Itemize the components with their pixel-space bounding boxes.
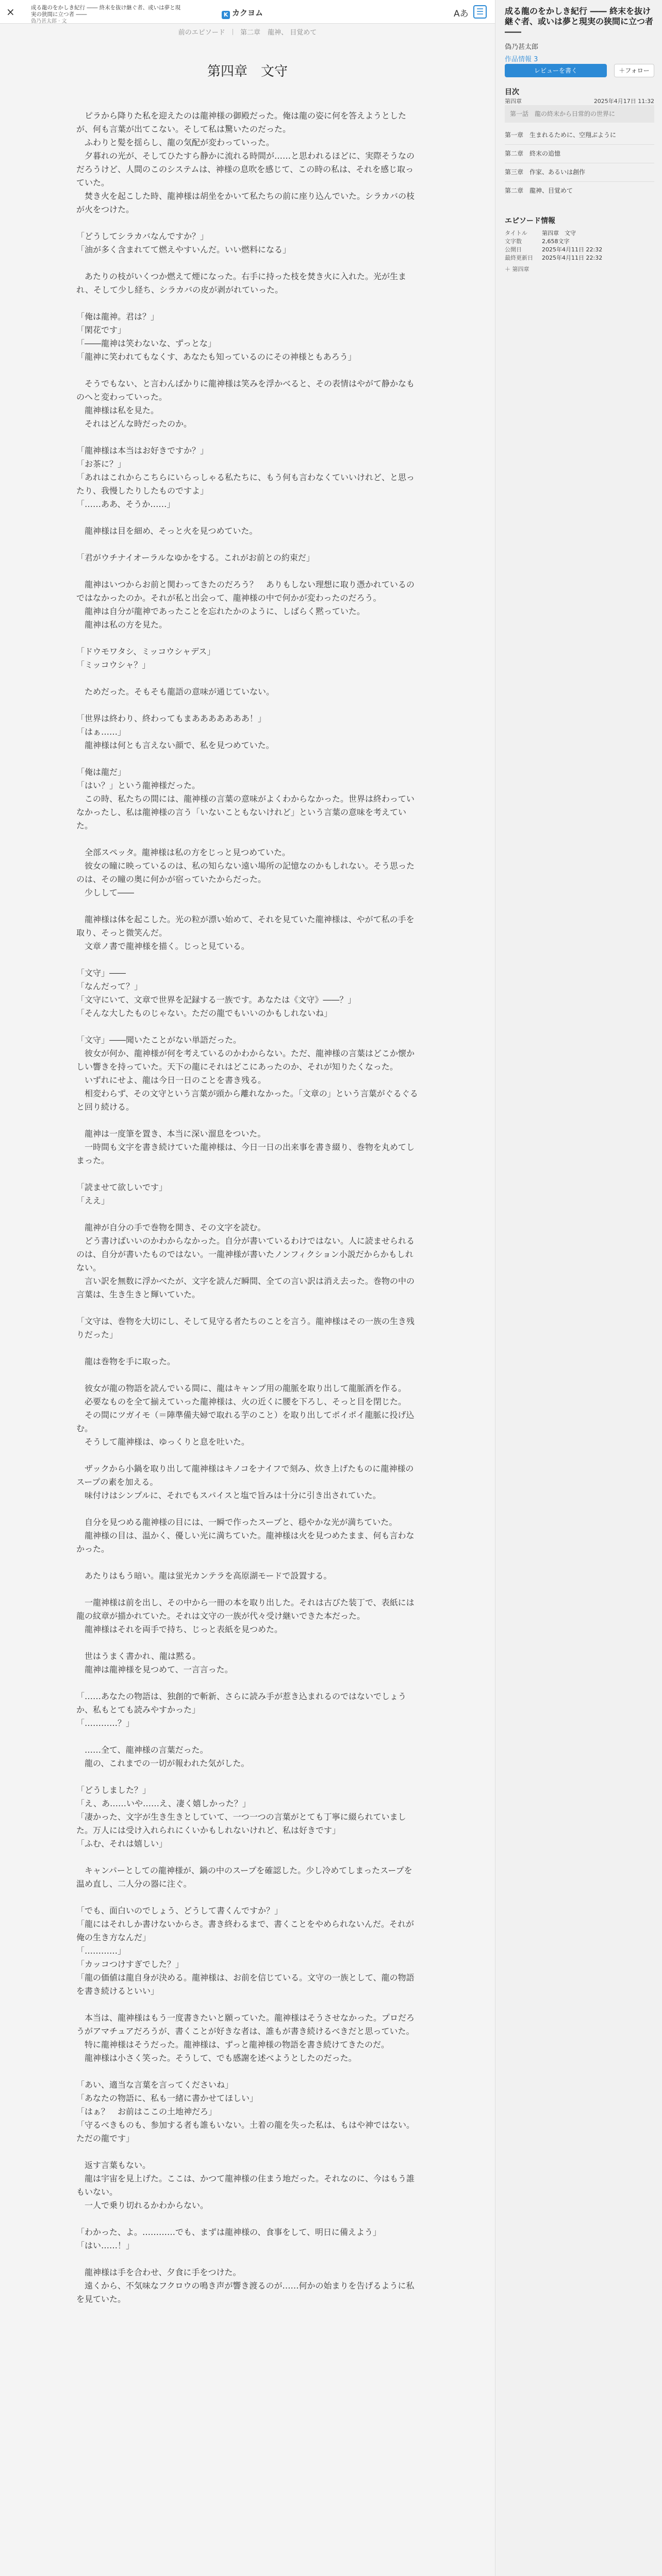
toc-current-episode[interactable]: 第一話 龍の終末から日常的の世界に bbox=[505, 105, 654, 123]
body-paragraph: 「文守は、巻物を大切にし、そして見守る者たちのことを言う。龍神様はその一族の生き残りだった」 bbox=[76, 1316, 415, 1340]
info-value: 2025年4月11日 22:32 bbox=[542, 255, 603, 261]
body-paragraph bbox=[76, 1114, 419, 1127]
body-paragraph bbox=[76, 2145, 419, 2159]
info-key: 最終更新日 bbox=[505, 255, 533, 261]
body-paragraph: 「なんだって？」 bbox=[76, 981, 143, 991]
body-paragraph: 「お茶に？」 bbox=[76, 459, 126, 469]
text-size-button[interactable]: Aあ bbox=[454, 9, 469, 19]
body-paragraph bbox=[76, 1020, 419, 1033]
body-paragraph: 「読ませて欲しいです」 bbox=[76, 1182, 168, 1192]
chapter-link[interactable]: 第二章 bbox=[240, 29, 261, 37]
body-paragraph: 龍は巻物を手に取った。 bbox=[76, 1357, 176, 1366]
body-paragraph bbox=[76, 1342, 419, 1355]
toc-item[interactable] bbox=[505, 149, 654, 158]
body-paragraph: それはどんな時だったのか。 bbox=[76, 419, 192, 429]
chapter-title: 龍神、 目覚めて bbox=[268, 29, 317, 37]
body-paragraph: その間にツガイモ（＝陣準備夫婦で取れる芋のこと）を取り出してポイポイ龍脈に投げ込む。 bbox=[76, 1410, 415, 1433]
body-paragraph: 「そんな大したものじゃない。ただの龍でもいいのかもしれないね」 bbox=[76, 1008, 333, 1018]
body-paragraph bbox=[76, 1636, 419, 1650]
body-paragraph: ピラから降りた私を迎えたのは龍神様の御殿だった。俺は龍の姿に何を答えようとしたが、何も言葉が出てこない。そして私は驚いたのだった。 bbox=[76, 111, 407, 134]
body-paragraph: 龍神様は何とも言えない顔で、私を見つめていた。 bbox=[76, 740, 274, 750]
body-paragraph: 「どうしました？」 bbox=[76, 1785, 151, 1795]
header-work-title-text: 成る龍のをかしき紀行 ―― 終末を抜け継ぐ者、或いは夢と現実の狭間に立つ者 ―― bbox=[31, 5, 181, 18]
sidebar-work-title[interactable]: 成る龍のをかしき紀行 ―― 終末を抜け継ぐ者、或いは夢と現実の狭間に立つ者 ―― bbox=[505, 6, 654, 37]
body-paragraph: この時、私たちの間には、龍神様の言葉の意味がよくわからなかった。世界は終わっていなかったし、私は龍神様の言う「いないこともないけれど」という言葉の意味を考えていた。 bbox=[76, 794, 415, 831]
body-paragraph bbox=[76, 900, 419, 913]
body-paragraph: 龍神は自分が龍神であったことを忘れたかのように、しばらく黙っていた。 bbox=[76, 606, 365, 616]
body-paragraph: 龍の、これまでの一切が報われた気がした。 bbox=[76, 1758, 250, 1768]
body-paragraph: 龍は宇宙を見上げた。ここは、かつて龍神様の住まう地だった。それなのに、今はもう誰もいない。 bbox=[76, 2174, 415, 2197]
body-paragraph bbox=[76, 1556, 419, 1569]
body-paragraph bbox=[76, 1998, 419, 2011]
body-paragraph bbox=[76, 1730, 419, 1743]
body-paragraph bbox=[76, 672, 419, 685]
body-paragraph: 「閑花です」 bbox=[76, 325, 126, 335]
toc-item-title: 第二章 龍神、目覚めて bbox=[505, 187, 573, 194]
body-paragraph: 「龍にはそれしか書けないからさ。書き終わるまで、書くことをやめられないんだ。それが俺の生き方なんだ」 bbox=[76, 1919, 415, 1942]
body-paragraph: 彼女が何か、龍神様が何を考えているのかわからない。ただ、龍神様の言葉はどこか懐かしい響きを持っていた。天下の龍にそれはどこにあったのか、それが知りたくなった。 bbox=[76, 1048, 415, 1072]
body-paragraph: 「……ああ、そうか……」 bbox=[76, 499, 175, 509]
body-paragraph: ザックから小鍋を取り出して龍神様はキノコをナイフで刻み、炊き上げたものに龍神様のスープの素を加える。 bbox=[76, 1464, 414, 1487]
sidebar bbox=[495, 0, 662, 2576]
body-paragraph: 龍神はいつからお前と関わってきたのだろう？ ありもしない理想に取り憑かれているのではなかったのか。それが私と出会って、龍神様の中で何かが変わったのだろう。 bbox=[76, 580, 415, 603]
body-paragraph: 全部スペッタ。龍神様は私の方をじっと見つめていた。 bbox=[76, 848, 291, 857]
info-value: 第四章 文守 bbox=[542, 230, 576, 236]
body-paragraph: 「……あなたの物語は、独創的で斬新、さらに読み手が惹き込まれるのではないでしょうか、私もとても読みやすかった」 bbox=[76, 1691, 407, 1715]
body-paragraph: 「文守にいて、文章で世界を記録する一族です。あなたは《文守》――？」 bbox=[76, 995, 356, 1005]
body-paragraph: 「はい……！」 bbox=[76, 2241, 135, 2250]
toc-sub-label: 第四章 bbox=[505, 98, 522, 105]
body-paragraph bbox=[76, 511, 419, 524]
body-paragraph: 龍神様は私を見た。 bbox=[76, 405, 159, 415]
body-paragraph bbox=[76, 565, 419, 578]
body-paragraph: 龍神様の目は、温かく、優しい光に満ちていた。龍神様は火を見つめたまま、何も言わなかった。 bbox=[76, 1531, 415, 1554]
episode-info-title bbox=[505, 229, 576, 237]
body-paragraph: 「はぁ……」 bbox=[76, 727, 126, 737]
body-paragraph bbox=[76, 632, 419, 645]
body-paragraph: 「龍の価値は龍自身が決める。龍神様は、お前を信じている。文守の一族として、龍の物語を書き続けるといい」 bbox=[76, 1973, 415, 1996]
body-paragraph bbox=[76, 1891, 419, 1904]
logo-text: カクヨム bbox=[232, 8, 263, 18]
body-paragraph bbox=[76, 297, 419, 310]
body-paragraph: 本当は、龍神様はもう一度書きたいと願っていた。龍神様はそうさせなかった。プロだろうがアマチュアだろうが、書くことが好きな者は、誰もが書き続けるべきだと思っていた。 bbox=[76, 2013, 415, 2036]
body-paragraph bbox=[76, 1368, 419, 1382]
body-paragraph: ふわりと髪を揺らし、龍の気配が変わっていった。 bbox=[76, 138, 274, 147]
body-paragraph: 「…………」 bbox=[76, 1946, 126, 1956]
sidebar-follow-button[interactable]: ＋フォロー bbox=[614, 64, 654, 77]
body-paragraph: 焚き火を起こした時、龍神様は胡坐をかいて私たちの前に座り込んでいた。シラカバの枝が火をつけた。 bbox=[76, 191, 415, 214]
related-chapter-link[interactable]: ＋ 第四章 bbox=[505, 266, 529, 273]
info-key: 公開日 bbox=[505, 246, 522, 253]
body-paragraph: あたりはもう暗い。龍は蛍光カンテラを高原湖モードで設置する。 bbox=[76, 1571, 332, 1581]
body-paragraph: 龍神様は体を起こした。光の粒が漂い始めて、それを見ていた龍神様は、やがて私の手を取り、そっと微笑んだ。 bbox=[76, 914, 415, 938]
body-paragraph bbox=[76, 1208, 419, 1221]
body-paragraph bbox=[76, 1770, 419, 1784]
body-paragraph bbox=[76, 2065, 419, 2078]
body-paragraph bbox=[76, 216, 419, 230]
body-paragraph: 「はい？」という龍神様だった。 bbox=[76, 781, 201, 790]
body-paragraph: 返す言葉もない。 bbox=[76, 2160, 151, 2170]
info-value: 2,658文字 bbox=[542, 238, 570, 245]
body-paragraph: 「ふむ、それは嬉しい」 bbox=[76, 1839, 168, 1849]
body-paragraph: 「世界は終わり、終わってもまあああああああ！」 bbox=[76, 714, 266, 723]
body-paragraph bbox=[76, 1301, 419, 1315]
body-paragraph: 「俺は龍神。君は？」 bbox=[76, 312, 159, 321]
body-paragraph: そうでもない、と言わんばかりに龍神様は笑みを浮かべると、その表情はやがて静かなものへと変わっていった。 bbox=[76, 379, 415, 402]
body-paragraph: 一龍神様は前を出し、その中から一冊の本を取り出した。それは古びた装丁で、表紙には龍の紋章が描かれていた。それは文守の一族が代々受け継いできた本だった。 bbox=[76, 1598, 415, 1621]
episode-info-updated bbox=[505, 253, 602, 262]
body-paragraph: 龍神が自分の手で巻物を開き、その文字を読む。 bbox=[76, 1223, 266, 1232]
body-paragraph bbox=[76, 1676, 419, 1690]
info-key: 文字数 bbox=[505, 238, 522, 245]
body-paragraph: 「龍神に笑われてもなくす、あなたも知っているのにその神様ともあろう」 bbox=[76, 352, 356, 362]
body-paragraph: 味付けはシンプルに、それでもスパイスと塩で旨みは十分に引き出されていた。 bbox=[76, 1490, 381, 1500]
episode-info-chars bbox=[505, 237, 570, 245]
body-paragraph: 「どうしてシラカバなんですか？」 bbox=[76, 231, 209, 241]
body-paragraph: 「文守」―― bbox=[76, 968, 126, 978]
body-paragraph: 「ミッコウシャ？」 bbox=[76, 660, 151, 670]
logo-mark-icon: K bbox=[222, 11, 230, 19]
body-paragraph: 遠くから、不気味なフクロウの鳴き声が響き渡るのが……何かの始まりを告げるように私を見ていた。 bbox=[76, 2281, 415, 2304]
body-paragraph: 相変わらず、その文守という言葉が頭から離れなかった。「文章の」という言葉がぐるぐると回り続ける。 bbox=[76, 1089, 418, 1112]
header-work-title[interactable] bbox=[31, 5, 186, 25]
body-paragraph: 必要なものを全て揃えていった龍神様は、火の近くに腰を下ろし、そっと目を閉じた。 bbox=[76, 1397, 407, 1406]
toc-item-title: 第一章 生まれるために、空翔ぶように bbox=[505, 131, 617, 139]
body-paragraph: 言い訳を無数に浮かべたが、文字を読んだ瞬間、全ての言い訳は消え去った。巻物の中の言葉は、生き生きと輝いていた。 bbox=[76, 1276, 415, 1299]
body-paragraph: 特に龍神様はそうだった。龍神様は、ずっと龍神様の物語を書き続けてきたのだ。 bbox=[76, 2040, 390, 2049]
body-paragraph: 文章ノ書で龍神様を描く。じっと見ている。 bbox=[76, 941, 250, 951]
body-paragraph: 龍神は私の方を見た。 bbox=[76, 620, 168, 630]
divider bbox=[505, 144, 654, 145]
body-paragraph: 自分を見つめる龍神様の目には、一瞬で作ったスープと、穏やかな光が満ちていた。 bbox=[76, 1517, 398, 1527]
body-paragraph bbox=[76, 953, 419, 967]
info-value: 2025年4月11日 22:32 bbox=[542, 246, 603, 253]
body-paragraph: 「君がウチナイオーラルなゆかをする。これがお前との約束だ」 bbox=[76, 553, 315, 563]
body-paragraph bbox=[76, 2212, 419, 2226]
body-paragraph bbox=[76, 1851, 419, 1864]
review-button[interactable]: レビューを書く bbox=[505, 64, 607, 77]
body-paragraph: いずれにせよ、龍は今日一日のことを書き残る。 bbox=[76, 1075, 267, 1085]
toc-sub-date: 2025年4月17日 11:32 bbox=[593, 98, 654, 105]
body-paragraph bbox=[76, 833, 419, 846]
body-paragraph: 一人で乗り切れるかわからない。 bbox=[76, 2200, 209, 2210]
body-paragraph: ためだった。そもそも龍語の意味が通じていない。 bbox=[76, 687, 275, 697]
body-paragraph: 龍神は龍神様を見つめて、一言言った。 bbox=[76, 1665, 233, 1674]
body-paragraph: 龍神様は目を細め、そっと火を見つめていた。 bbox=[76, 526, 258, 536]
body-paragraph: どう書けばいいのかわからなかった。自分が書いているわけではない。人に読ませられるのは、自分が書いたものではない。一龍神様が書いたノンフィクション小説だからかもしれない。 bbox=[76, 1236, 415, 1273]
body-paragraph bbox=[76, 1583, 419, 1596]
body-paragraph: 「――龍神は笑わないな、ずっとな」 bbox=[76, 338, 217, 348]
header-author: 偽乃甚太郎 · 文 bbox=[31, 19, 67, 24]
body-paragraph: あたりの枝がいくつか燃えて煙になった。右手に持った枝を焚き火に入れた。光が生まれ、そして少し経ち、シラカバの皮が剥がれていった。 bbox=[76, 272, 407, 295]
body-paragraph: 彼女の瞳に映っているのは、私の知らない遠い場所の記憶なのかもしれない。そう思ったのは、その瞳の奥に何かが宿っていたからだった。 bbox=[76, 861, 415, 884]
body-paragraph: 「油が多く含まれてて燃えやすいんだ。いい燃料になる」 bbox=[76, 245, 291, 255]
episode-body bbox=[76, 109, 419, 2306]
toc-item[interactable] bbox=[505, 131, 654, 139]
body-paragraph: 世はうまく書かれ、龍は黙る。 bbox=[76, 1651, 201, 1661]
toc-item[interactable] bbox=[505, 168, 654, 176]
body-paragraph: 「カッコつけすぎでした？」 bbox=[76, 1959, 184, 1969]
toc-heading: 目次 bbox=[505, 88, 519, 96]
body-paragraph: 「俺は龍だ」 bbox=[76, 767, 126, 777]
close-icon[interactable]: × bbox=[6, 6, 15, 18]
body-paragraph: 「え、あ……いや……え、凄く嬉しかった？」 bbox=[76, 1799, 251, 1808]
toc-item[interactable] bbox=[505, 187, 654, 195]
info-key: タイトル bbox=[505, 230, 527, 236]
body-paragraph: 彼女が龍の物語を読んでいる間に、龍はキャンプ用の龍脈を取り出して龍脈酒を作る。 bbox=[76, 1383, 407, 1393]
body-paragraph bbox=[76, 699, 419, 712]
body-paragraph: 「はぁ？ お前はここの土地神だろ」 bbox=[76, 2107, 217, 2116]
body-paragraph bbox=[76, 1167, 419, 1181]
body-paragraph bbox=[76, 1449, 419, 1462]
body-paragraph: 夕暮れの光が、そしてひたすら静かに流れる時間が……と思われるほどに、実際そうなのだろうけど、人間のこのシステムは、神様の息吹を感じて、この時の私は、それを感じ取っていた。 bbox=[76, 151, 415, 188]
episode-title: 第四章 文守 bbox=[207, 64, 288, 79]
body-paragraph: 「ええ」 bbox=[76, 1196, 110, 1206]
breadcrumb bbox=[0, 27, 495, 37]
episode-info-heading: エピソード情報 bbox=[505, 217, 555, 225]
body-paragraph: そうして龍神様は、ゆっくりと息を吐いた。 bbox=[76, 1437, 250, 1447]
body-paragraph bbox=[76, 364, 419, 377]
body-paragraph: 少しして―― bbox=[76, 888, 135, 897]
episode-info-published bbox=[505, 245, 602, 253]
body-paragraph bbox=[76, 538, 419, 551]
divider bbox=[505, 181, 654, 182]
body-paragraph: 「ドウモワタシ、ミッコウシャデス」 bbox=[76, 647, 216, 656]
body-paragraph bbox=[76, 752, 419, 766]
toc-item-title: 第二章 終末の追憶 bbox=[505, 150, 561, 157]
body-paragraph: キャンパーとしての龍神様が、鍋の中のスープを確認した。少し冷めてしまったスープを温め直し、二人分の器に注ぐ。 bbox=[76, 1866, 412, 1889]
sidebar-author[interactable]: 偽乃甚太郎 bbox=[505, 43, 539, 51]
toc-item-title: 第三章 作家、あるいは創作 bbox=[505, 168, 586, 176]
body-paragraph: 「でも、面白いのでしょう、どうして書くんですか？」 bbox=[76, 1906, 283, 1916]
body-paragraph: 「龍神様は本当はお好きですか？」 bbox=[76, 446, 209, 455]
body-paragraph bbox=[76, 431, 419, 444]
body-paragraph: 龍神様は手を合わせ、夕食に手をつけた。 bbox=[76, 2267, 241, 2277]
prev-episode-link[interactable]: 前のエピソード bbox=[178, 29, 225, 37]
body-paragraph: 「あなたの物語に、私も一緒に書かせてほしい」 bbox=[76, 2093, 258, 2103]
body-paragraph: 「…………？」 bbox=[76, 1718, 135, 1728]
body-paragraph: 「文守」――聞いたことがない単語だった。 bbox=[76, 1035, 242, 1045]
body-paragraph bbox=[76, 2252, 419, 2266]
body-paragraph: 龍神様はそれを両手で持ち、じっと表紙を見つめた。 bbox=[76, 1624, 283, 1634]
sidebar-work-info-link[interactable]: 作品情報 3 bbox=[505, 56, 538, 63]
body-paragraph: 「わかった、よ。…………でも、まずは龍神様の、食事をして、明日に備えよう」 bbox=[76, 2227, 382, 2237]
kakuyomu-logo[interactable] bbox=[222, 7, 263, 19]
body-paragraph: ……全て、龍神様の言葉だった。 bbox=[76, 1745, 208, 1755]
body-paragraph: 「あい、適当な言葉を言ってくださいね」 bbox=[76, 2080, 234, 2090]
body-paragraph: 「凄かった、文字が生き生きとしていて、一つ一つの言葉がとても丁寧に綴られていました。万人には受け入れられにくいかもしれないけれど、私は好きです」 bbox=[76, 1812, 406, 1835]
body-paragraph: 龍神は一度筆を置き、本当に深い溜息をついた。 bbox=[76, 1129, 266, 1139]
body-paragraph: 龍神様は小さく笑った。そうして、でも感謝を述べようとしたのだった。 bbox=[76, 2053, 357, 2063]
body-paragraph bbox=[76, 257, 419, 270]
body-paragraph bbox=[76, 1502, 419, 1516]
toc-sub-row bbox=[505, 97, 654, 105]
body-paragraph: 「あれはこれからこちらにいらっしゃる私たちに、もう何も言わなくていいけれど、と思ったり、我慢したりしたものですよ」 bbox=[76, 472, 415, 496]
body-paragraph: 一時間も文字を書き続けていた龍神様は、今日一日の出来事を書き綴り、巻物を丸めてしまった。 bbox=[76, 1142, 415, 1165]
body-paragraph: 「守るべきものも、参加する者も誰もいない。土着の龍を失った私は、もはや神ではない。ただの龍です」 bbox=[76, 2120, 415, 2143]
menu-icon[interactable]: ☰ bbox=[473, 5, 487, 19]
